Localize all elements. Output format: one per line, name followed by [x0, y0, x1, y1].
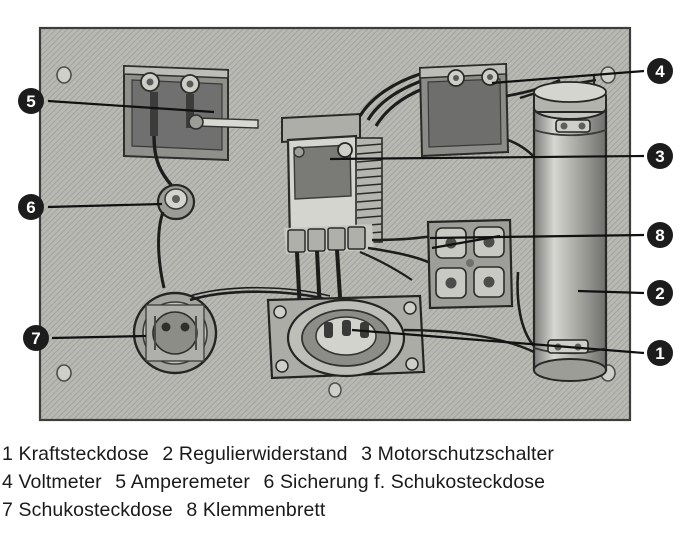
caption-text: Schukosteckdose	[18, 499, 173, 521]
callout-marker-3	[647, 143, 673, 169]
callout-marker-7	[23, 325, 49, 351]
svg-text:3: 3	[655, 147, 665, 166]
caption-text: Motorschutzschalter	[377, 443, 555, 465]
caption-text: Kraftsteckdose	[18, 443, 149, 465]
caption-number: 6	[263, 471, 275, 493]
svg-text:4: 4	[655, 62, 665, 81]
caption-line-1	[0, 440, 694, 468]
svg-text:1: 1	[655, 344, 665, 363]
caption-text: Klemmenbrett	[202, 499, 326, 521]
svg-text:5: 5	[26, 92, 36, 111]
callout-marker-6	[18, 194, 44, 220]
callout-marker-8	[647, 222, 673, 248]
callout-marker-5	[18, 88, 44, 114]
caption-number: 2	[162, 443, 174, 465]
caption-line-2	[0, 468, 694, 496]
caption-number: 5	[115, 471, 127, 493]
caption-text: Regulierwiderstand	[178, 443, 348, 465]
caption-text: Voltmeter	[18, 471, 102, 493]
svg-text:7: 7	[31, 329, 41, 348]
callout-marker-4	[647, 58, 673, 84]
svg-text:8: 8	[655, 226, 665, 245]
figure-caption	[0, 440, 694, 535]
caption-text: Amperemeter	[130, 471, 250, 493]
caption-number: 3	[361, 443, 373, 465]
caption-number: 7	[2, 499, 13, 521]
caption-line-3	[0, 496, 694, 524]
svg-text:6: 6	[26, 198, 36, 217]
caption-text: Sicherung f. Schukosteckdose	[279, 471, 546, 493]
svg-text:2: 2	[655, 284, 665, 303]
caption-number: 1	[2, 443, 13, 465]
caption-number: 4	[2, 471, 13, 493]
device-terminal-block	[428, 220, 512, 308]
callout-marker-1	[647, 340, 673, 366]
caption-number: 8	[186, 499, 198, 521]
callout-marker-2	[647, 280, 673, 306]
